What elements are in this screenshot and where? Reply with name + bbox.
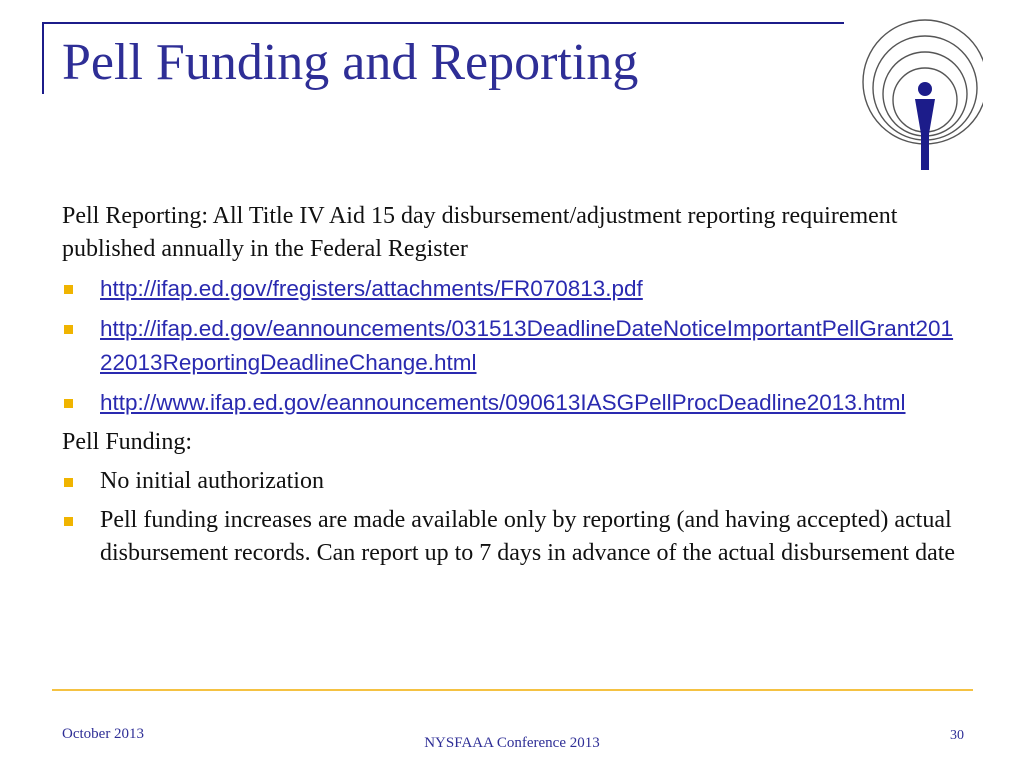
pell-proc-deadline-link[interactable]: http://www.ifap.ed.gov/eannouncements/090613IASGPellProcDeadline2013.html [100,390,906,415]
bullet-link-2 [62,312,962,380]
funding-bullet-2 [62,504,962,570]
slide-body [62,200,962,576]
title-frame-left-rule [42,22,44,94]
footer-conference: NYSFAAA Conference 2013 [424,735,600,751]
slide-title: Pell Funding and Reporting [62,34,639,91]
reporting-intro-text: Pell Reporting: All Title IV Aid 15 day disbursement/adjustment reporting requirement published annually in the Federal Register [62,203,898,262]
bullet-square-icon [64,399,73,408]
bullet-square-icon [64,285,73,294]
funding-heading: Pell Funding: [62,429,193,455]
title-frame-top-rule [42,22,844,24]
funding-bullet-text: No initial authorization [100,468,324,494]
bullet-square-icon [64,478,73,487]
funding-bullet-1 [62,465,962,498]
deadline-notice-link[interactable]: http://ifap.ed.gov/eannouncements/031513DeadlineDateNoticeImportantPellGrant20122013ReportingDeadlineChange.html [100,316,954,375]
federal-register-link[interactable]: http://ifap.ed.gov/fregisters/attachments/FR070813.pdf [100,276,643,301]
conference-logo-icon [843,16,983,176]
bullet-link-3 [62,386,962,420]
footer-page-number: 30 [950,728,964,743]
funding-bullet-text: Pell funding increases are made available only by reporting (and having accepted) actual disbursement records. Can report up to 7 days in advance of the actual disbursement date [100,507,956,566]
bullet-square-icon [64,325,73,334]
footer-date: October 2013 [62,726,145,742]
footer-divider [52,689,973,691]
bullet-square-icon [64,517,73,526]
bullet-link-1 [62,272,962,306]
